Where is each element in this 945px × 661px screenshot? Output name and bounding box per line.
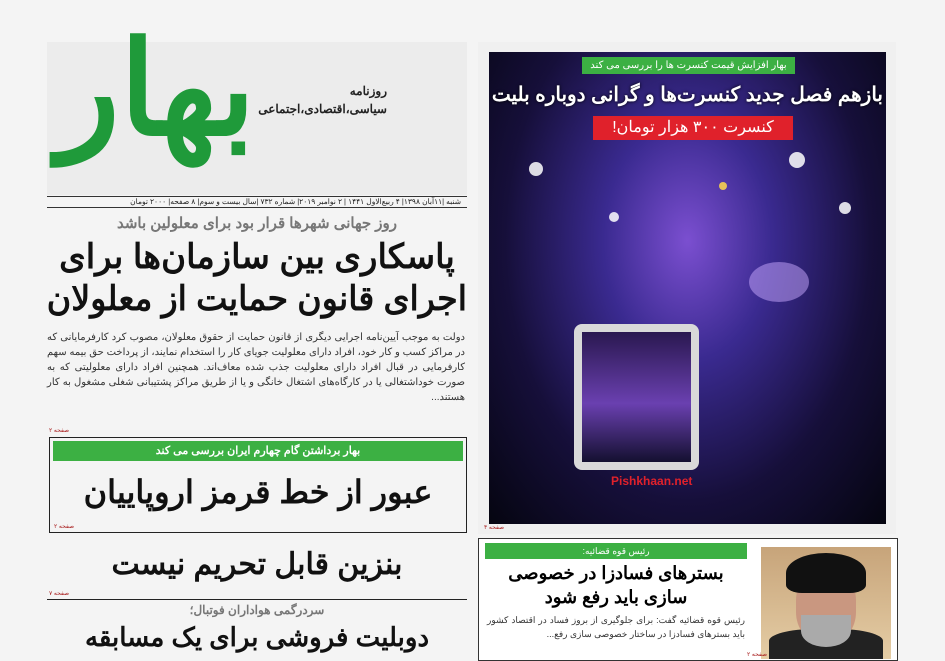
masthead-subtitle [258,82,387,118]
lead-headline-2: اجرای قانون حمایت از معلولان [46,280,467,318]
fatf-headline: عبور از خط قرمز اروپاییان [83,474,433,510]
judiciary-headline: بسترهای فسادزا در خصوصی سازی باید رفع شود [508,563,724,607]
divider [47,599,467,600]
concert-highlight: کنسرت ۳۰۰ هزار تومان! [593,116,793,140]
judiciary-body: رئیس قوه قضائیه گفت: برای جلوگیری از بروز فساد در اقتصاد کشور باید بسترهای فسادزا در ساختار خصوصی سازی رفع... [487,615,745,639]
portrait-photo [761,547,891,659]
concert-kicker: بهار افزایش قیمت کنسرت ها را بررسی می کند [582,57,795,74]
fuel-headline: بنزین قابل تحریم نیست [111,548,403,581]
masthead [47,12,467,195]
paper-type: روزنامه [349,84,387,98]
newspaper-logo: بهار [57,12,256,165]
football-kicker: سردرگمی هواداران فوتبال؛ [189,603,325,617]
lead-story [47,214,467,320]
tablet-image [574,324,699,470]
lead-kicker: روز جهانی شهرها قرار بود برای معلولین باشد [116,215,398,232]
fatf-story [49,437,467,533]
lead-body: دولت به موجب آیین‌نامه اجرایی دیگری از قانون حمایت از حقوق معلولان، مصوب کرد کارفرمایانی که در مراکز کسب و کار خود، افراد دارای معلولیت جویای کار را استخدام نمایند، از پرداخت حق بیمه سهم کارفرمایی در قبال افراد دارای معلولیت جذب شده معاف‌اند. همچنین افراد دارای معلولیتی که به صورت خوداشتغالی یا در کارگاه‌های اشتغال خانگی و یا از طریق مراکز پشتیبانی شغلی مشغول به کار هستند... [47,332,465,403]
concert-headline: بازهم فصل جدید کنسرت‌ها و گرانی دوباره بلیت [491,84,883,106]
judiciary-story [478,538,898,661]
concert-page-ref[interactable]: صفحه ۴ [484,525,505,531]
judiciary-kicker: رئیس قوه قضائیه: [485,543,747,559]
paper-subtitle: سیاسی،اقتصادی،اجتماعی [258,102,387,116]
judiciary-page-ref[interactable]: صفحه ۲ [747,652,768,658]
watermark: Pishkhaan.net [611,474,693,488]
football-headline: دوبلیت فروشی برای یک مسابقه [84,622,430,652]
dateline: شنبه |۱۱آبان ۱۳۹۸| ۴ ربیع‌الاول ۱۴۴۱ | ۲ نوامبر ۲۰۱۹| شماره ۷۳۲ |سال بیست و سوم| ۸ صفحه| ۲۰۰۰ تومان [47,196,467,208]
lead-headline-1: پاسکاری بین سازمان‌ها برای [59,238,455,276]
fatf-kicker: بهار برداشتن گام چهارم ایران بررسی می کند [53,441,463,461]
fuel-page-ref[interactable]: صفحه ۷ [49,591,70,597]
fatf-page-ref[interactable]: صفحه ۲ [54,524,75,530]
lead-page-ref[interactable]: صفحه ۲ [49,428,70,434]
